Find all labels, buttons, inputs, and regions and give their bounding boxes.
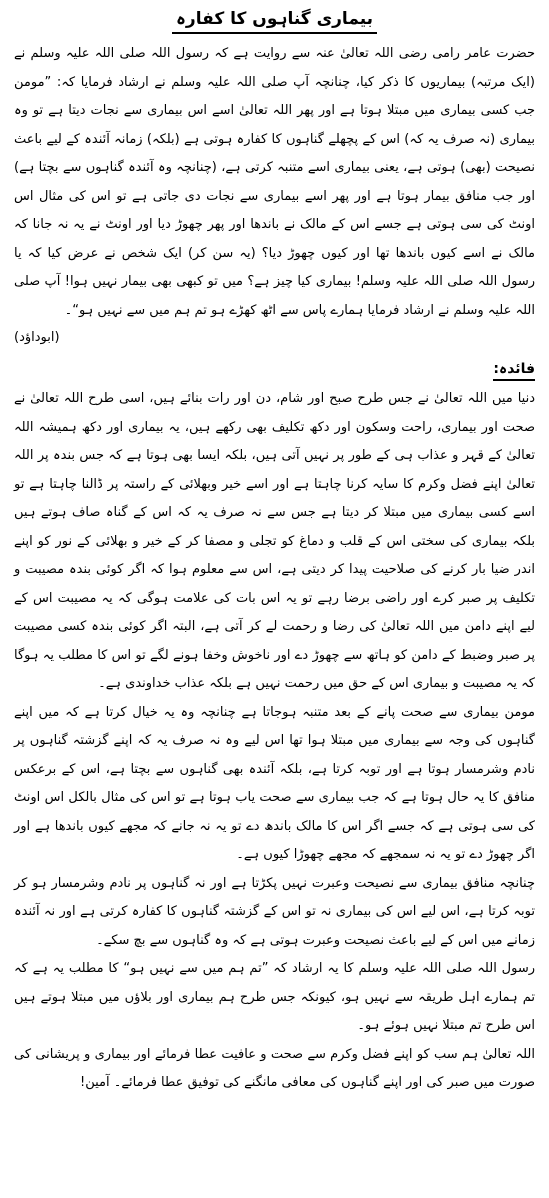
article-title (14, 8, 535, 34)
faida-paragraph-4: رسول اللہ صلی اللہ علیہ وسلم کا یہ ارشاد کہ ”تم ہم میں سے نہیں ہو“ کا مطلب یہ ہے کہ تم ہمارے اہل طریقہ سے نہیں ہو، کیونکہ جس طرح ہم بیماری اور بلاؤں میں مبتلا ہوتے ہیں اس طرح تم مبتلا نہیں ہوئے ہو۔ (14, 961, 535, 1033)
faida-paragraph-1: دنیا میں اللہ تعالیٰ نے جس طرح صبح اور شام، دن اور رات بنائے ہیں، اسی طرح اللہ تعالیٰ نے صحت اور بیماری، راحت وسکون اور دکھ تکلیف بھی رکھے ہیں، یہ بیماری اور دکھ ہمیشہ اللہ تعالیٰ کے قہر و عذاب ہی کے طور پر نہیں آتی ہیں، بلکہ ایسا بھی ہوتا ہے کہ جس بندہ پر اللہ تعالیٰ اپنے فضل وکرم کا سایہ کرنا چاہتا ہے اور اسے خیر وبھلائی کے راستہ پر ڈالنا چاہتا ہے تو اسے کسی بیماری میں مبتلا کر دیتا ہے جس سے نہ صرف یہ کہ اس کے گناہ صاف ہوتے ہیں بلکہ بیماری کی سختی اس کے قلب و دماغ کو تجلی و مصفا کر کے خیر و بھلائی کے نور کو اپنے اندر ضیا بار کرنے کی صلاحیت پیدا کر دیتی ہے، اس سے معلوم ہوا کہ اگر کوئی بندہ مصیبت و تکلیف پر صبر کرے اور راضی برضا رہے تو یہ اس بات کی علامت ہوگی کہ یہ مصیبت اس کے لیے اپنے دامن میں اللہ تعالیٰ کی رضا و رحمت لے کر آتی ہے، البتہ اگر کوئی بندہ کسی مصیبت پر صبر وضبط کے دامن کو ہاتھ سے چھوڑ دے اور ناخوش وخفا ہونے لگے تو اس کا مطلب یہ ہوگا کہ یہ مصیبت و بیماری اس کے حق میں رحمت نہیں ہے بلکہ عذاب خداوندی ہے۔ (14, 391, 535, 691)
faida-paragraph-5: اللہ تعالیٰ ہم سب کو اپنے فضل وکرم سے صحت و عافیت عطا فرمائے اور بیماری و پریشانی کی صورت میں صبر کی اور اپنے گناہوں کی معافی مانگنے کی توفیق عطا فرمائے۔ آمین! (14, 1046, 535, 1090)
faida-heading-text: فائدہ: (493, 361, 535, 381)
faida-paragraph-2: مومن بیماری سے صحت پانے کے بعد متنبہ ہوجاتا ہے چنانچہ وہ یہ خیال کرتا ہے کہ میں اپنے گناہوں کی وجہ سے بیماری میں مبتلا ہوا تھا اس لیے وہ نہ صرف یہ کہ اپنے گزشتہ گناہوں پر نادم وشرمسار ہوتا ہے اور توبہ کرتا ہے، بلکہ آئندہ بھی گناہوں سے بچتا ہے، اس کے برعکس منافق کا یہ حال ہوتا ہے کہ جب بیماری سے صحت یاب ہوتا ہے تو اس کی مثال بالکل اس اونٹ کی سی ہوتی ہے کہ جسے اگر اس کا مالک باندھ دے تو یہ نہ جانے کہ مجھے کیوں باندھا ہے اور اگر چھوڑ دے تو یہ نہ سمجھے کہ مجھے چھوڑا کیوں ہے۔ (14, 704, 535, 862)
faida-heading (14, 357, 535, 381)
article-title-text: بیماری گناہوں کا کفارہ (172, 8, 377, 34)
faida-paragraph-3: چنانچہ منافق بیماری سے نصیحت وعبرت نہیں پکڑتا ہے اور نہ گناہوں پر نادم وشرمسار ہو کر توبہ کرتا ہے، اس لیے اس کی بیماری نہ تو اس کے گزشتہ گناہوں کا کفارہ کرتی ہے اور نہ آئندہ زمانے میں اس کے لیے باعث نصیحت وعبرت ہوتی ہے کہ وہ گناہوں سے بچ سکے۔ (14, 875, 535, 948)
hadith-source: (ابوداؤد) (14, 330, 60, 345)
hadith-paragraph: حضرت عامر رامی رضی اللہ تعالیٰ عنہ سے روایت ہے کہ رسول اللہ صلی اللہ علیہ وسلم نے (ایک مرتبہ) بیماریوں کا ذکر کیا، چنانچہ آپ صلی اللہ علیہ وسلم نے ارشاد فرمایا کہ: ”مومن جب کسی بیماری میں مبتلا ہوتا ہے اور پھر اللہ تعالیٰ اسے اس بیماری سے نجات دیتا ہے تو وہ بیماری (نہ صرف یہ کہ) اس کے پچھلے گناہوں کا کفارہ ہوتی ہے (بلکہ) زمانہ آئندہ کے لیے باعث نصیحت (بھی) ہوتی ہے، یعنی بیماری اسے متنبہ کرتی ہے، (چنانچہ وہ آئندہ گناہوں سے بچتا ہے) اور جب منافق بیمار ہوتا ہے اور پھر اسے بیماری سے نجات دی جاتی ہے تو اس کی مثال اس اونٹ کی سی ہوتی ہے جسے اس کے مالک نے باندھا اور پھر چھوڑ دیا اور اونٹ نے یہ نہ جانا کہ مالک نے اسے کیوں باندھا تھا اور کیوں چھوڑ دیا؟ (یہ سن کر) ایک شخص نے عرض کیا کہ یا رسول اللہ صلی اللہ علیہ وسلم! بیماری کیا چیز ہے؟ میں تو کبھی بھی بیمار نہیں ہوا! آپ صلی اللہ علیہ وسلم نے ارشاد فرمایا ہمارے پاس سے اٹھ کھڑے ہو تم ہم میں سے نہیں ہو“۔ (14, 46, 535, 318)
